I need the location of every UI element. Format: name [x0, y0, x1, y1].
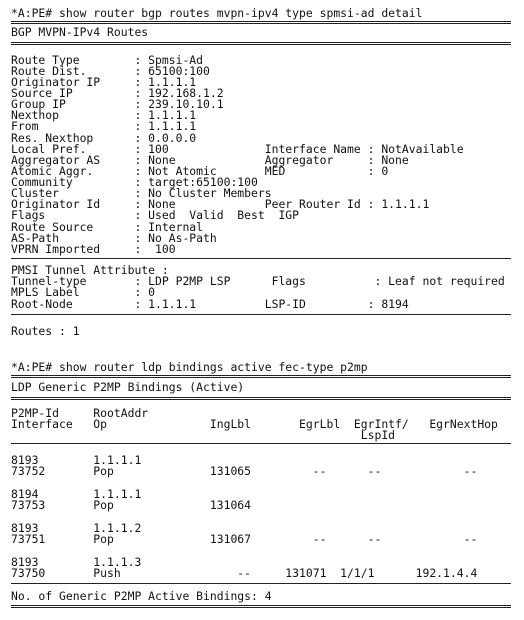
mpls-label-row: MPLS Label : 0: [11, 285, 156, 299]
tunnel-type-row: Tunnel-type : LDP P2MP LSP Flags : Leaf not required: [11, 274, 505, 288]
single-separator: [11, 583, 511, 584]
binding-row-line-1: 8193 1.1.1.3: [11, 555, 142, 569]
column-header-row-1: P2MP-Id RootAddr: [11, 406, 149, 420]
group-ip-row: Group IP : 239.10.10.1: [11, 97, 224, 111]
binding-row-line-1: 8193 1.1.1.2: [11, 521, 142, 535]
binding-row-line-2: 73753 Pop 131064: [11, 498, 252, 512]
double-separator: [11, 42, 511, 45]
res-nexthop-row: Res. Nexthop : 0.0.0.0: [11, 131, 197, 145]
originator-id-row: Originator Id : None Peer Router Id : 1.1.1.1: [11, 197, 430, 211]
section-header-bgp-mvpn: BGP MVPN-IPv4 Routes: [11, 25, 149, 39]
cluster-row: Cluster : No Cluster Members: [11, 186, 272, 200]
route-dist-row: Route Dist. : 65100:100: [11, 64, 210, 78]
binding-row-line-2: 73750 Push -- 131071 1/1/1 192.1.4.4: [11, 566, 478, 580]
nexthop-row: Nexthop : 1.1.1.1: [11, 108, 197, 122]
route-source-row: Route Source : Internal: [11, 220, 204, 234]
flags-row: Flags : Used Valid Best IGP: [11, 208, 300, 222]
routes-count: Routes : 1: [11, 324, 80, 338]
double-separator: [11, 375, 511, 378]
double-separator: [11, 397, 511, 400]
column-header-row-3: LspId: [11, 428, 396, 442]
vprn-imported-row: VPRN Imported : 100: [11, 242, 176, 256]
section-header-ldp-bindings: LDP Generic P2MP Bindings (Active): [11, 380, 245, 394]
binding-row-line-1: 8193 1.1.1.1: [11, 453, 142, 467]
single-separator: [11, 258, 511, 259]
from-row: From : 1.1.1.1: [11, 119, 197, 133]
community-row: Community : target:65100:100: [11, 175, 258, 189]
pmsi-tunnel-attribute-heading: PMSI Tunnel Attribute :: [11, 263, 169, 277]
double-separator: [11, 605, 511, 608]
binding-row-line-2: 73752 Pop 131065 -- -- --: [11, 464, 478, 478]
source-ip-row: Source IP : 192.168.1.2: [11, 86, 224, 100]
single-separator: [11, 443, 511, 444]
binding-row-line-1: 8194 1.1.1.1: [11, 487, 142, 501]
column-header-row-2: Interface Op IngLbl EgrLbl EgrIntf/ EgrNextHop: [11, 417, 498, 431]
command-line-bgp: *A:PE# show router bgp routes mvpn-ipv4 type spmsi-ad detail: [11, 6, 423, 20]
originator-ip-row: Originator IP : 1.1.1.1: [11, 75, 197, 89]
route-type-row: Route Type : Spmsi-Ad: [11, 53, 204, 67]
atomic-aggr-row: Atomic Aggr. : Not Atomic MED : 0: [11, 164, 389, 178]
root-node-row: Root-Node : 1.1.1.1 LSP-ID : 8194: [11, 297, 409, 311]
aggregator-as-row: Aggregator AS : None Aggregator : None: [11, 153, 409, 167]
command-line-ldp: *A:PE# show router ldp bindings active fec-type p2mp: [11, 360, 368, 374]
bindings-count: No. of Generic P2MP Active Bindings: 4: [11, 589, 272, 603]
single-separator: [11, 314, 511, 315]
binding-row-line-2: 73751 Pop 131067 -- -- --: [11, 532, 478, 546]
as-path-row: AS-Path : No As-Path: [11, 231, 217, 245]
local-pref-row: Local Pref. : 100 Interface Name : NotAvailable: [11, 142, 464, 156]
double-separator: [11, 21, 511, 24]
